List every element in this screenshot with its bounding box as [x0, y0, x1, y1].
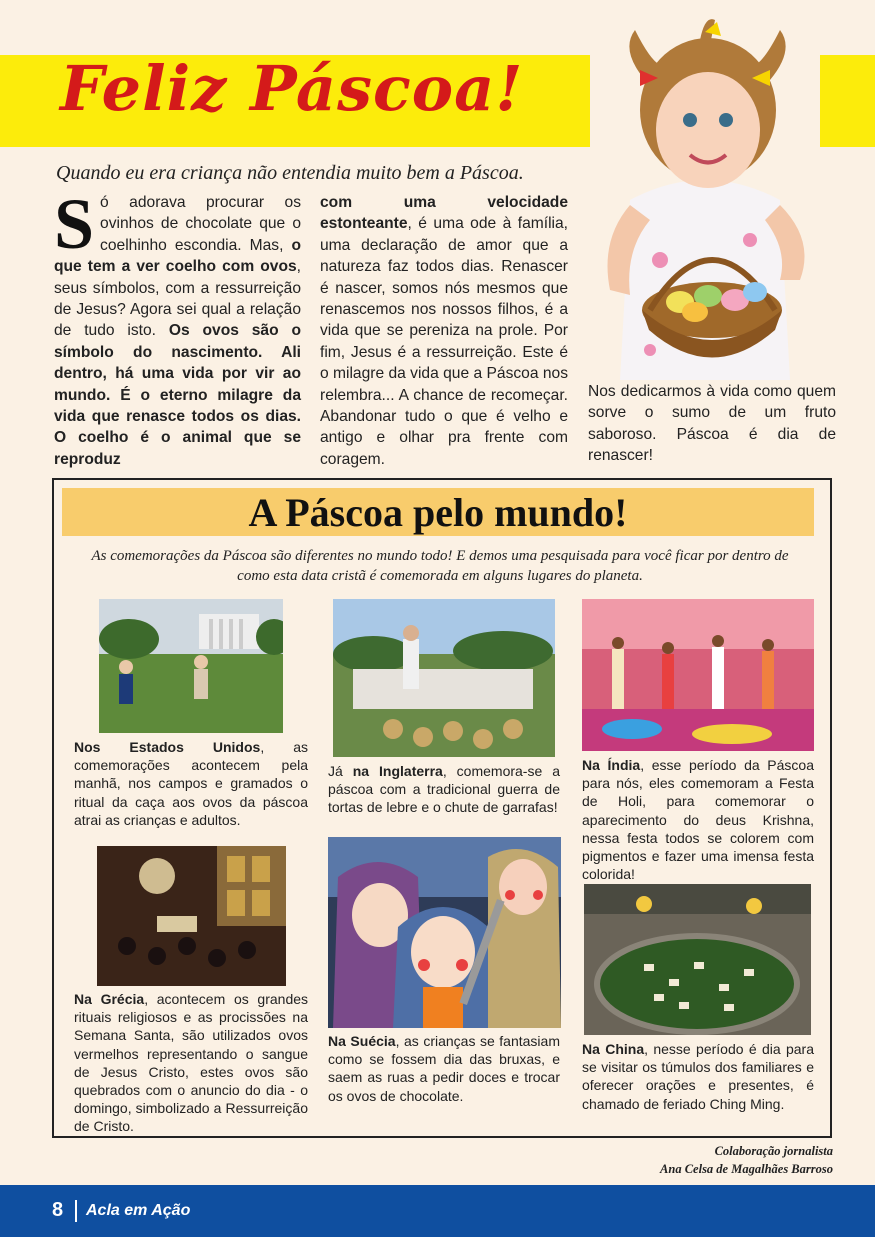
caption-china-place: Na China [582, 1041, 645, 1057]
england-photo [333, 599, 555, 757]
world-intro: As comemorações da Páscoa são diferentes no mundo todo! E demos uma pesquisada para você ficar por dentro de como esta data cristã é comemorada em alguns lugares do planeta. [91, 548, 789, 584]
publication-name: Acla em Ação [86, 1202, 191, 1219]
col1-text-1: ó adorava procurar os ovinhos de chocolate que o coelhinho escondia. Mas, [100, 194, 301, 254]
caption-india-text: , esse período da Páscoa para nós, eles comemoram a Festa de Holi, para comemorar o aparecimento do deus Krishna, nessa festa todos se colorem com pigmentos e fazer uma imensa festa colorida! [582, 757, 814, 883]
sweden-photo [328, 837, 561, 1028]
caption-india-place: Na Índia [582, 757, 641, 773]
caption-greece-text: , acontecem os grandes rituais religiosos e as procissões na Semana Santa, são utilizados ovos vermelhos representando o sangue de Jesus Cristo, estes ovos são quebrados com o anuncio do dia - o domingo, simbolizado a Ressurreição de Cristo. [74, 991, 309, 1135]
caption-england-place: na Inglaterra [352, 763, 443, 779]
credit-line-2: Ana Celsa de Magalhães Barroso [660, 1162, 833, 1176]
article-column-2 [320, 192, 568, 470]
credit-line-1: Colaboração jornalista [714, 1144, 833, 1158]
caption-china-text: , nesse período é dia para se visitar os túmulos dos familiares e oferecer orações e presentes, é chamado de feriado Ching Ming. [582, 1041, 814, 1112]
col1-bold-1: o que tem a ver coelho com ovos [54, 236, 301, 276]
usa-photo [99, 599, 283, 733]
greece-photo [97, 846, 286, 986]
caption-england [328, 762, 560, 817]
caption-england-prefix: Já [328, 763, 353, 779]
caption-greece [74, 990, 308, 1136]
col2-bold-1: com uma velocidade estonteante [320, 194, 568, 233]
caption-sweden-place: Na Suécia [328, 1033, 396, 1049]
caption-sweden-text: , as crianças se fantasiam como se fossem dia das bruxas, e saem as ruas a pedir doces e trocar os ovos de chocolate. [328, 1033, 560, 1104]
caption-greece-place: Na Grécia [74, 991, 145, 1007]
caption-usa-place: Nos Estados Unidos [74, 739, 261, 755]
caption-china [582, 1040, 814, 1113]
article-column-3: Nos dedicarmos à vida como quem sorve o sumo de um fruto saboroso. Páscoa é dia de renascer! [588, 383, 836, 465]
caption-sweden [328, 1032, 560, 1105]
world-title: A Páscoa pelo mundo! [248, 490, 628, 535]
drop-cap: S [54, 184, 95, 264]
page-title: Feliz Páscoa! [60, 52, 524, 125]
col2-text-1: , é uma ode à família, uma declaração de amor que a natureza faz todos dias. Renascer é nascer, somos nós mesmos que renascemos nos nossos filhos, é a vida que se pereniza na prole. Por fim, Jesus é a ressurreição. Este é o milagre da vida que a Páscoa nos relembra... A chance de recomeçar. Abandonar tudo o que é velho e antigo e olhar pra frente com coragem. [320, 215, 568, 468]
china-photo [584, 884, 811, 1035]
india-photo [582, 599, 814, 751]
article-column-1 [54, 184, 302, 470]
col1-text-2: , seus símbolos, com a ressurreição de Jesus? Agora sei qual a relação de tudo isto. [54, 258, 301, 340]
caption-usa [74, 738, 308, 829]
author-credit [660, 1142, 833, 1178]
page-number: 8 [52, 1199, 64, 1221]
caption-india [582, 756, 814, 883]
caption-england-text: , comemora-se a páscoa com a tradicional guerra de tortas de lebre e o chute de garrafas! [328, 763, 560, 816]
girl-with-basket-photo [590, 10, 820, 380]
footer-separator [75, 1200, 77, 1222]
caption-usa-text: , as comemorações acontecem pela manhã, nos campos e gramados o ritual da caça aos ovos da páscoa atrai as crianças e adultos. [74, 739, 308, 828]
col1-bold-2: Os ovos são o símbolo do nascimento. Ali dentro, há uma vida por vir ao mundo. É o eterno milagre da vida que renasce todos os dias. O coelho é o animal que se reproduz [54, 322, 302, 468]
article-intro: Quando eu era criança não entendia muito bem a Páscoa. [56, 162, 524, 184]
